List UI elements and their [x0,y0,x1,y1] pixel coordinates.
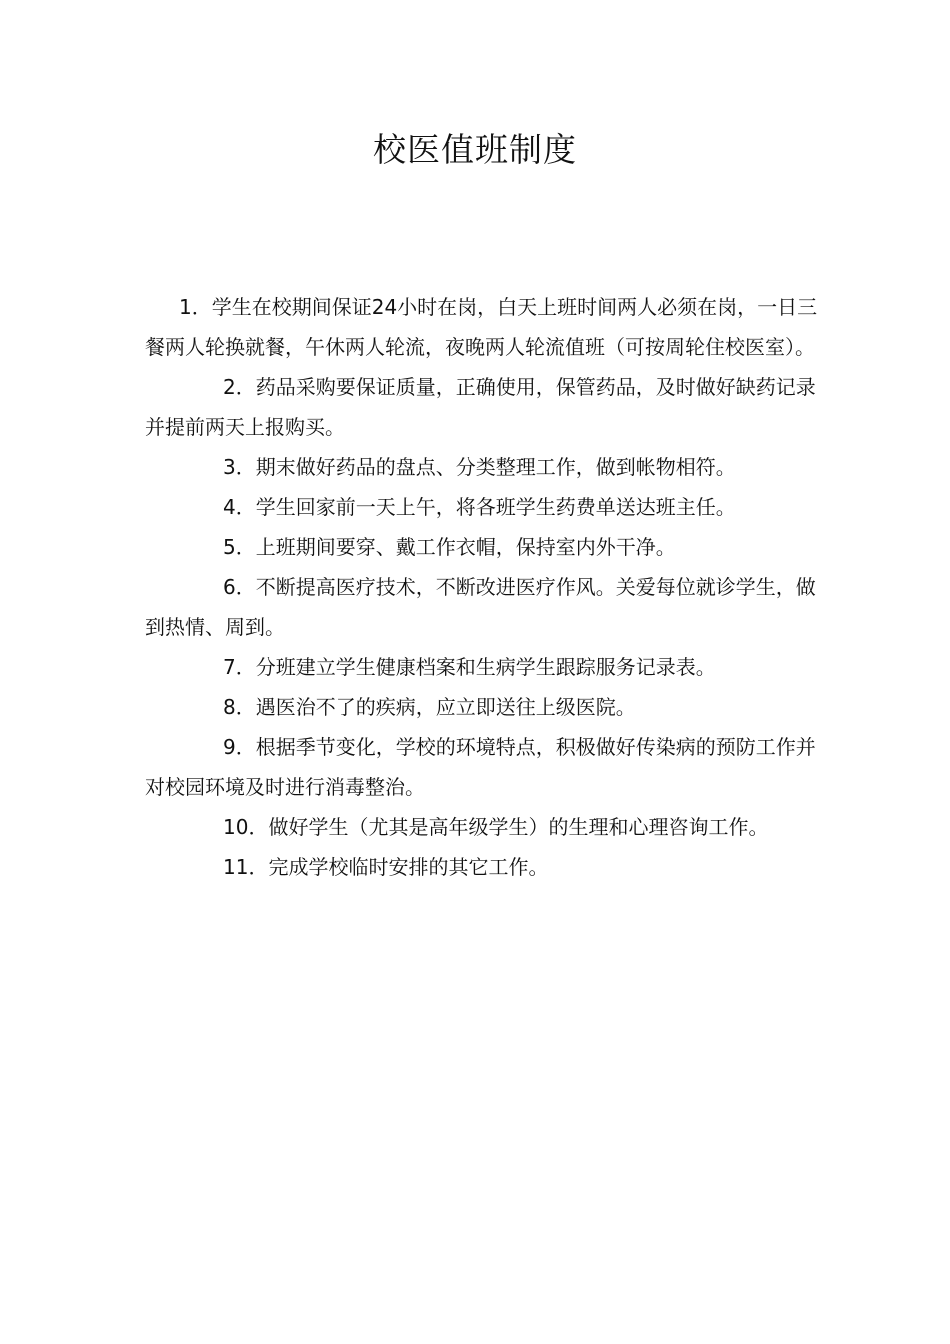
document-title: 校医值班制度 [373,130,577,169]
regulation-list [145,287,825,887]
regulation-item-10: 10．做好学生（尤其是高年级学生）的生理和心理咨询工作。 [223,815,769,839]
regulation-item-2: 2．药品采购要保证质量，正确使用，保管药品，及时做好缺药记录并提前两天上报购买。 [145,375,816,439]
regulation-item-7: 7．分班建立学生健康档案和生病学生跟踪服务记录表。 [223,655,716,679]
regulation-item-6: 6．不断提高医疗技术，不断改进医疗作风。关爱每位就诊学生，做到热情、周到。 [145,575,816,639]
regulation-item-1: 1．学生在校期间保证24小时在岗，白天上班时间两人必须在岗，一日三餐两人轮换就餐，午休两人轮流，夜晚两人轮流值班（可按周轮住校医室）。 [145,295,818,359]
regulation-item-3: 3．期末做好药品的盘点、分类整理工作，做到帐物相符。 [223,455,736,479]
regulation-item-11: 11．完成学校临时安排的其它工作。 [223,855,549,879]
regulation-item-4: 4．学生回家前一天上午，将各班学生药费单送达班主任。 [223,495,736,519]
regulation-item-9: 9．根据季节变化，学校的环境特点，积极做好传染病的预防工作并对校园环境及时进行消毒整治。 [145,735,816,799]
regulation-item-5: 5．上班期间要穿、戴工作衣帽，保持室内外干净。 [223,535,676,559]
regulation-item-8: 8．遇医治不了的疾病，应立即送往上级医院。 [223,695,636,719]
